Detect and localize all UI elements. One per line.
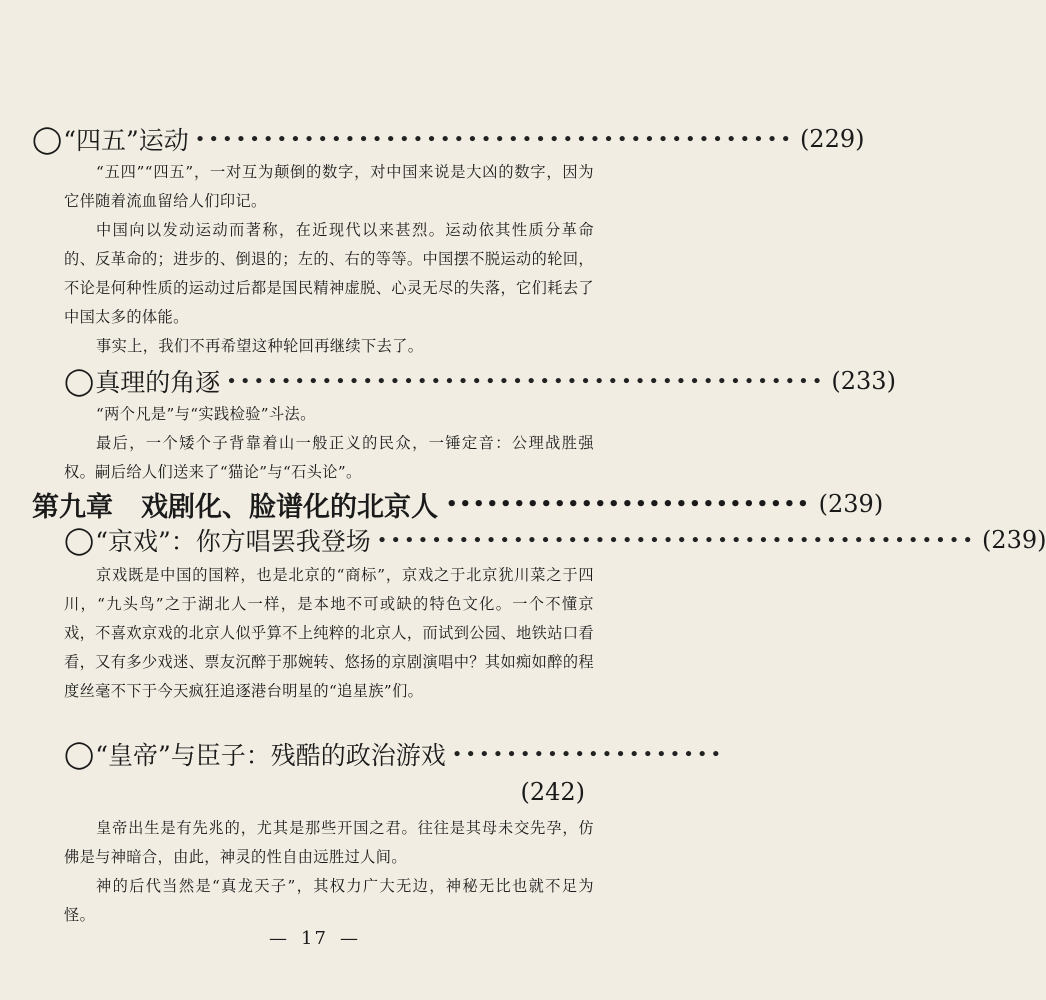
chapter-number: 第九章 [32,491,113,523]
toc-entry-huangdi[interactable] [64,735,725,773]
entry-title: “四五”运动 [63,126,189,155]
summary-paragraph: “五四”“四五”，一对互为颠倒的数字，对中国来说是大凶的数字，因为它伴随着流血留给人们印记。 [64,163,594,210]
summary-paragraph: 京戏既是中国的国粹，也是北京的“商标”，京戏之于北京犹川菜之于四川，“九头鸟”之于湖北人一样，是本地不可或缺的特色文化。一个不懂京戏，不喜欢京戏的北京人似乎算不上纯粹的北京人，而试到公园、地铁站口看看，又有多少戏迷、票友沉醉于那婉转、悠扬的京剧演唱中？其如痴如醉的程度丝毫不下于今天疯狂追逐港台明星的“追星族”们。 [64,566,594,700]
chapter-page: (239) [818,490,884,518]
bullet-circle-icon: ◯ [64,365,95,397]
summary-paragraph: “两个凡是”与“实践检验”斗法。 [96,405,316,423]
summary-paragraph: 事实上，我们不再希望这种轮回再继续下去了。 [96,337,424,355]
chapter-title: 戏剧化、脸谱化的北京人 [141,491,438,523]
bullet-circle-icon: ◯ [64,738,95,770]
entry-title: “皇帝”与臣子：残酷的政治游戏 [95,741,446,770]
leader-dots: •••••••••••••••••••••••••••••••••••••••••••• [376,529,976,551]
page-number-value: 17 [301,928,328,949]
page-number [0,928,629,949]
toc-entry-huangdi-page [480,773,585,811]
entry-page: (242) [520,778,585,806]
leader-dots: •••••••••••••••••••••••••••••••••••••••••••• [194,128,794,150]
toc-chapter-9[interactable] [32,484,884,524]
leader-dots: ••••••••••••••••••••••••••• [446,493,811,515]
page-number-dash: — [269,928,290,949]
bullet-circle-icon: ◯ [32,123,63,155]
leader-dots: •••••••••••••••••••••••••••••••••••••••••••• [226,370,826,392]
entry-page: (233) [831,367,896,395]
entry-page: (229) [799,125,865,153]
toc-entry-zhenli[interactable] [64,362,896,400]
summary-paragraph: 最后，一个矮个子背靠着山一般正义的民众，一锤定音：公理战胜强权。嗣后给人们送来了“猫论”与“石头论”。 [64,434,594,481]
toc-entry-jingxi[interactable] [64,521,1046,559]
summary-paragraph: 皇帝出生是有先兆的，尤其是那些开国之君。往往是其母未交先孕，仿佛是与神暗合，由此，神灵的性自由远胜过人间。 [64,819,594,866]
page-number-dash: — [339,928,360,949]
summary-paragraph: 中国向以发动运动而著称，在近现代以来甚烈。运动依其性质分革命的、反革命的；进步的、倒退的；左的、右的等等。中国摆不脱运动的轮回，不论是何种性质的运动过后都是国民精神虚脱、心灵无尽的失落，它们耗去了中国太多的体能。 [64,221,594,326]
bullet-circle-icon: ◯ [64,524,95,556]
summary-paragraph: 神的后代当然是“真龙天子”，其权力广大无边，神秘无比也就不足为怪。 [64,877,594,924]
entry-page: (239) [981,526,1046,554]
entry-title: 真理的角逐 [95,368,221,397]
entry-title: “京戏”：你方唱罢我登场 [95,527,371,556]
leader-dots: •••••••••••••••••••• [451,743,725,765]
toc-entry-siwu[interactable] [32,120,865,158]
